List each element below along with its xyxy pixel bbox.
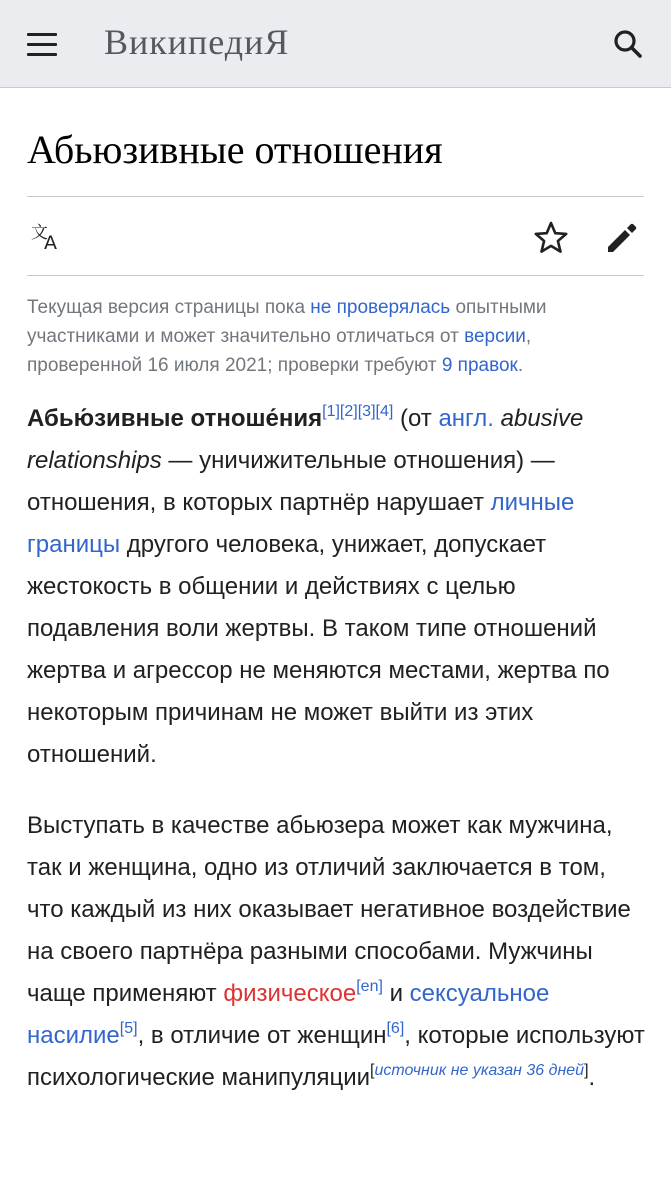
title-divider [27, 196, 644, 197]
personal-boundaries-link[interactable]: личные границы [27, 489, 575, 558]
review-notice [27, 293, 637, 380]
pencil-icon [600, 216, 644, 260]
page-title: Абьюзивные отношения [27, 127, 443, 172]
reference-link[interactable]: [4] [375, 403, 394, 420]
physical-violence-link[interactable]: физическое [223, 980, 357, 1007]
reference-link[interactable]: [2] [339, 403, 358, 420]
body-text: . [588, 1064, 596, 1091]
body-text: (от [393, 405, 439, 432]
body-text: , в отличие от женщин [137, 1022, 387, 1049]
article-term: Абью́зивные отноше́ния [27, 405, 323, 432]
wikipedia-logo[interactable]: ВикипедиЯ [104, 22, 290, 62]
top-bar [0, 0, 671, 88]
bracket: [ [370, 1062, 375, 1079]
version-link[interactable]: версии [464, 326, 526, 347]
citation-needed-link[interactable]: источник не указан 36 дней [374, 1062, 585, 1079]
body-text [494, 405, 501, 432]
intro-paragraph [27, 398, 647, 776]
reference-link[interactable]: [1] [322, 403, 340, 420]
body-text: Выступать в качестве абьюзера может как мужчина, так и женщина, одно из отличий заключается в том, что каждый из них оказывает негативное воздействие на своего партнёра разными способами. Мужчины чаще применяют [27, 812, 631, 1007]
language-icon [26, 216, 70, 260]
citation-needed [370, 1062, 588, 1079]
bracket: ] [584, 1062, 589, 1079]
search-button[interactable] [606, 22, 650, 66]
language-button[interactable] [26, 216, 70, 260]
sexual-violence-link[interactable]: сексуальное насилие [27, 980, 550, 1049]
body-text: и [382, 980, 410, 1007]
reference-group [356, 978, 383, 995]
menu-button[interactable] [22, 27, 62, 61]
notice-text: , проверенной 16 июля 2021; проверки требуют [27, 326, 532, 376]
english-language-link[interactable]: англ. [438, 405, 494, 432]
search-icon [606, 22, 650, 66]
foreign-term: abusive relationships [27, 405, 584, 474]
notice-text: опытными участниками и может значительно отличаться от [27, 297, 547, 347]
pending-edits-link[interactable]: 9 правок [441, 355, 518, 376]
reference-link[interactable]: [6] [386, 1020, 405, 1037]
reference-group [322, 403, 393, 420]
reference-group [386, 1020, 404, 1037]
body-text: , которые используют психологические манипуляции [27, 1022, 645, 1091]
body-text: другого человека, унижает, допускает жестокость в общении и действиях с целью подавления воли жертвы. В таком типе отношений жертва и агрессор не меняются местами, жертва по некоторым причинам не может выйти из этих отношений. [27, 531, 610, 768]
star-icon [529, 216, 573, 260]
reference-link[interactable]: [5] [119, 1020, 138, 1037]
watch-button[interactable] [529, 216, 573, 260]
svg-text:A: A [44, 232, 57, 254]
svg-text:文: 文 [31, 223, 48, 243]
not-reviewed-link[interactable]: не проверялась [310, 297, 451, 318]
reference-link[interactable]: [3] [357, 403, 376, 420]
edit-button[interactable] [600, 216, 644, 260]
second-paragraph [27, 805, 647, 1099]
notice-text: . [517, 355, 524, 376]
interlanguage-link[interactable]: [en] [356, 978, 383, 995]
reference-group [120, 1020, 138, 1037]
body-text: — уничижительные отношения) — отношения, в которых партнёр нарушает [27, 447, 555, 516]
notice-text: Текущая версия страницы пока [27, 297, 311, 318]
actions-divider [27, 275, 644, 276]
